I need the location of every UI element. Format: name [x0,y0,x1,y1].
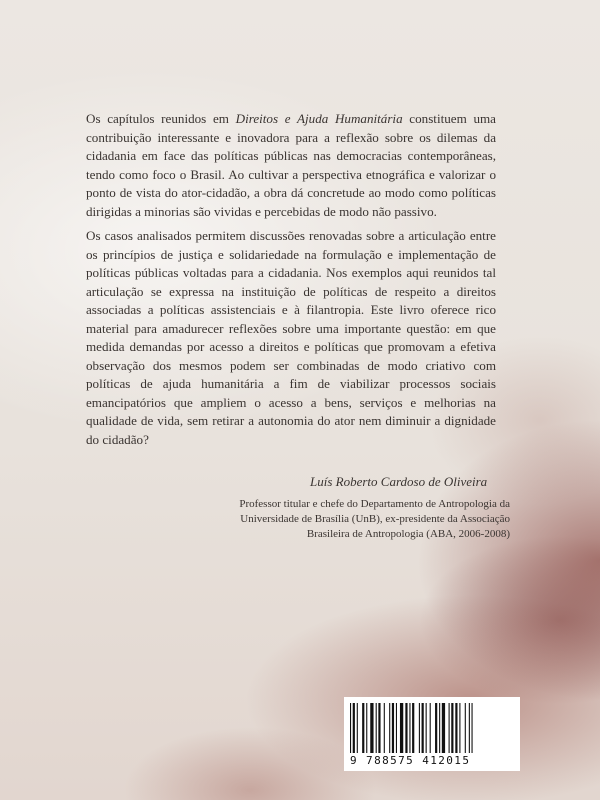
barcode-bar [459,703,460,753]
blurb-p1-end: constituem uma contribuição interessante e inovadora para a reflexão sobre os dilemas da cidadania em face das políticas públicas nas democracias contemporâneas, tendo como foco o Brasil. Ao cultivar a perspectiva etnográfica e valorizar o ponto de vista do ator-cidadão, a obra dá concretude ao modo como políticas dirigidas a minorias são vividas e percebidas de modo não passivo. [86,111,496,219]
barcode-bar [370,703,373,753]
blurb-paragraph-2: Os casos analisados permitem discussões renovadas sobre a articulação entre os princípios de justiça e solidariedade na formulação e implementação de políticas públicas voltadas para a cidadania. Nos exemplos aqui reunidos tal articulação se expressa na instituição de políticas de respeito a direitos associadas a políticas assistenciais e à filantropia. Este livro oferece rico material para amadurecer reflexões sobre uma importante questão: em que medida demandas por acesso a direitos e políticas que promovam a efetiva observação dos mesmos podem ser combinadas de modo criativo com políticas de ajuda humanitária a fim de viabilizar processos sociais emancipatórios que ampliem o acesso a bens, serviços e melhorias na qualidade de vida, sem retirar a autonomia do ator nem diminuir a dignidade do cidadão? [86,228,496,447]
barcode-bar [430,703,431,753]
barcode-bar [412,703,414,753]
barcode [344,697,520,771]
barcode-bar [419,703,420,753]
barcode-bar [409,703,410,753]
barcode-bar [350,703,351,753]
barcode-bar [439,703,440,753]
barcode-bar [357,703,358,753]
blurb-paragraph-1 [86,110,496,221]
barcode-bar [384,703,385,753]
barcode-bar [362,703,364,753]
blurb-p1-start: Os capítulos reunidos em [86,111,236,126]
author-bio-line: Universidade de Brasília (UnB), ex-presidente da Associação [240,513,510,525]
barcode-bar [405,703,407,753]
author-bio [210,497,510,542]
barcode-bar [376,703,377,753]
author-bio-line: Professor titular e chefe do Departamento de Antropologia da [239,498,510,510]
blurb-text [86,110,496,455]
barcode-bar [392,703,394,753]
barcode-bars [348,703,516,753]
barcode-bar [378,703,380,753]
barcode-bar [442,703,445,753]
barcode-bar [472,703,473,753]
barcode-bar [449,703,450,753]
barcode-bar [422,703,424,753]
author-name: Luís Roberto Cardoso de Oliveira [310,474,488,489]
book-title: Direitos e Ajuda Humanitária [235,111,403,126]
barcode-bar [400,703,403,753]
barcode-bar [469,703,470,753]
barcode-bar [455,703,457,753]
barcode-bar [389,703,390,753]
barcode-bar [396,703,397,753]
barcode-bar [465,703,466,753]
barcode-bar [366,703,367,753]
barcode-bar [426,703,427,753]
barcode-bar [451,703,453,753]
isbn-digits: 9 788575 412015 [350,754,471,767]
barcode-bar [353,703,355,753]
author-bio-line: Brasileira de Antropologia (ABA, 2006-2008) [306,528,510,540]
barcode-bar [435,703,437,753]
